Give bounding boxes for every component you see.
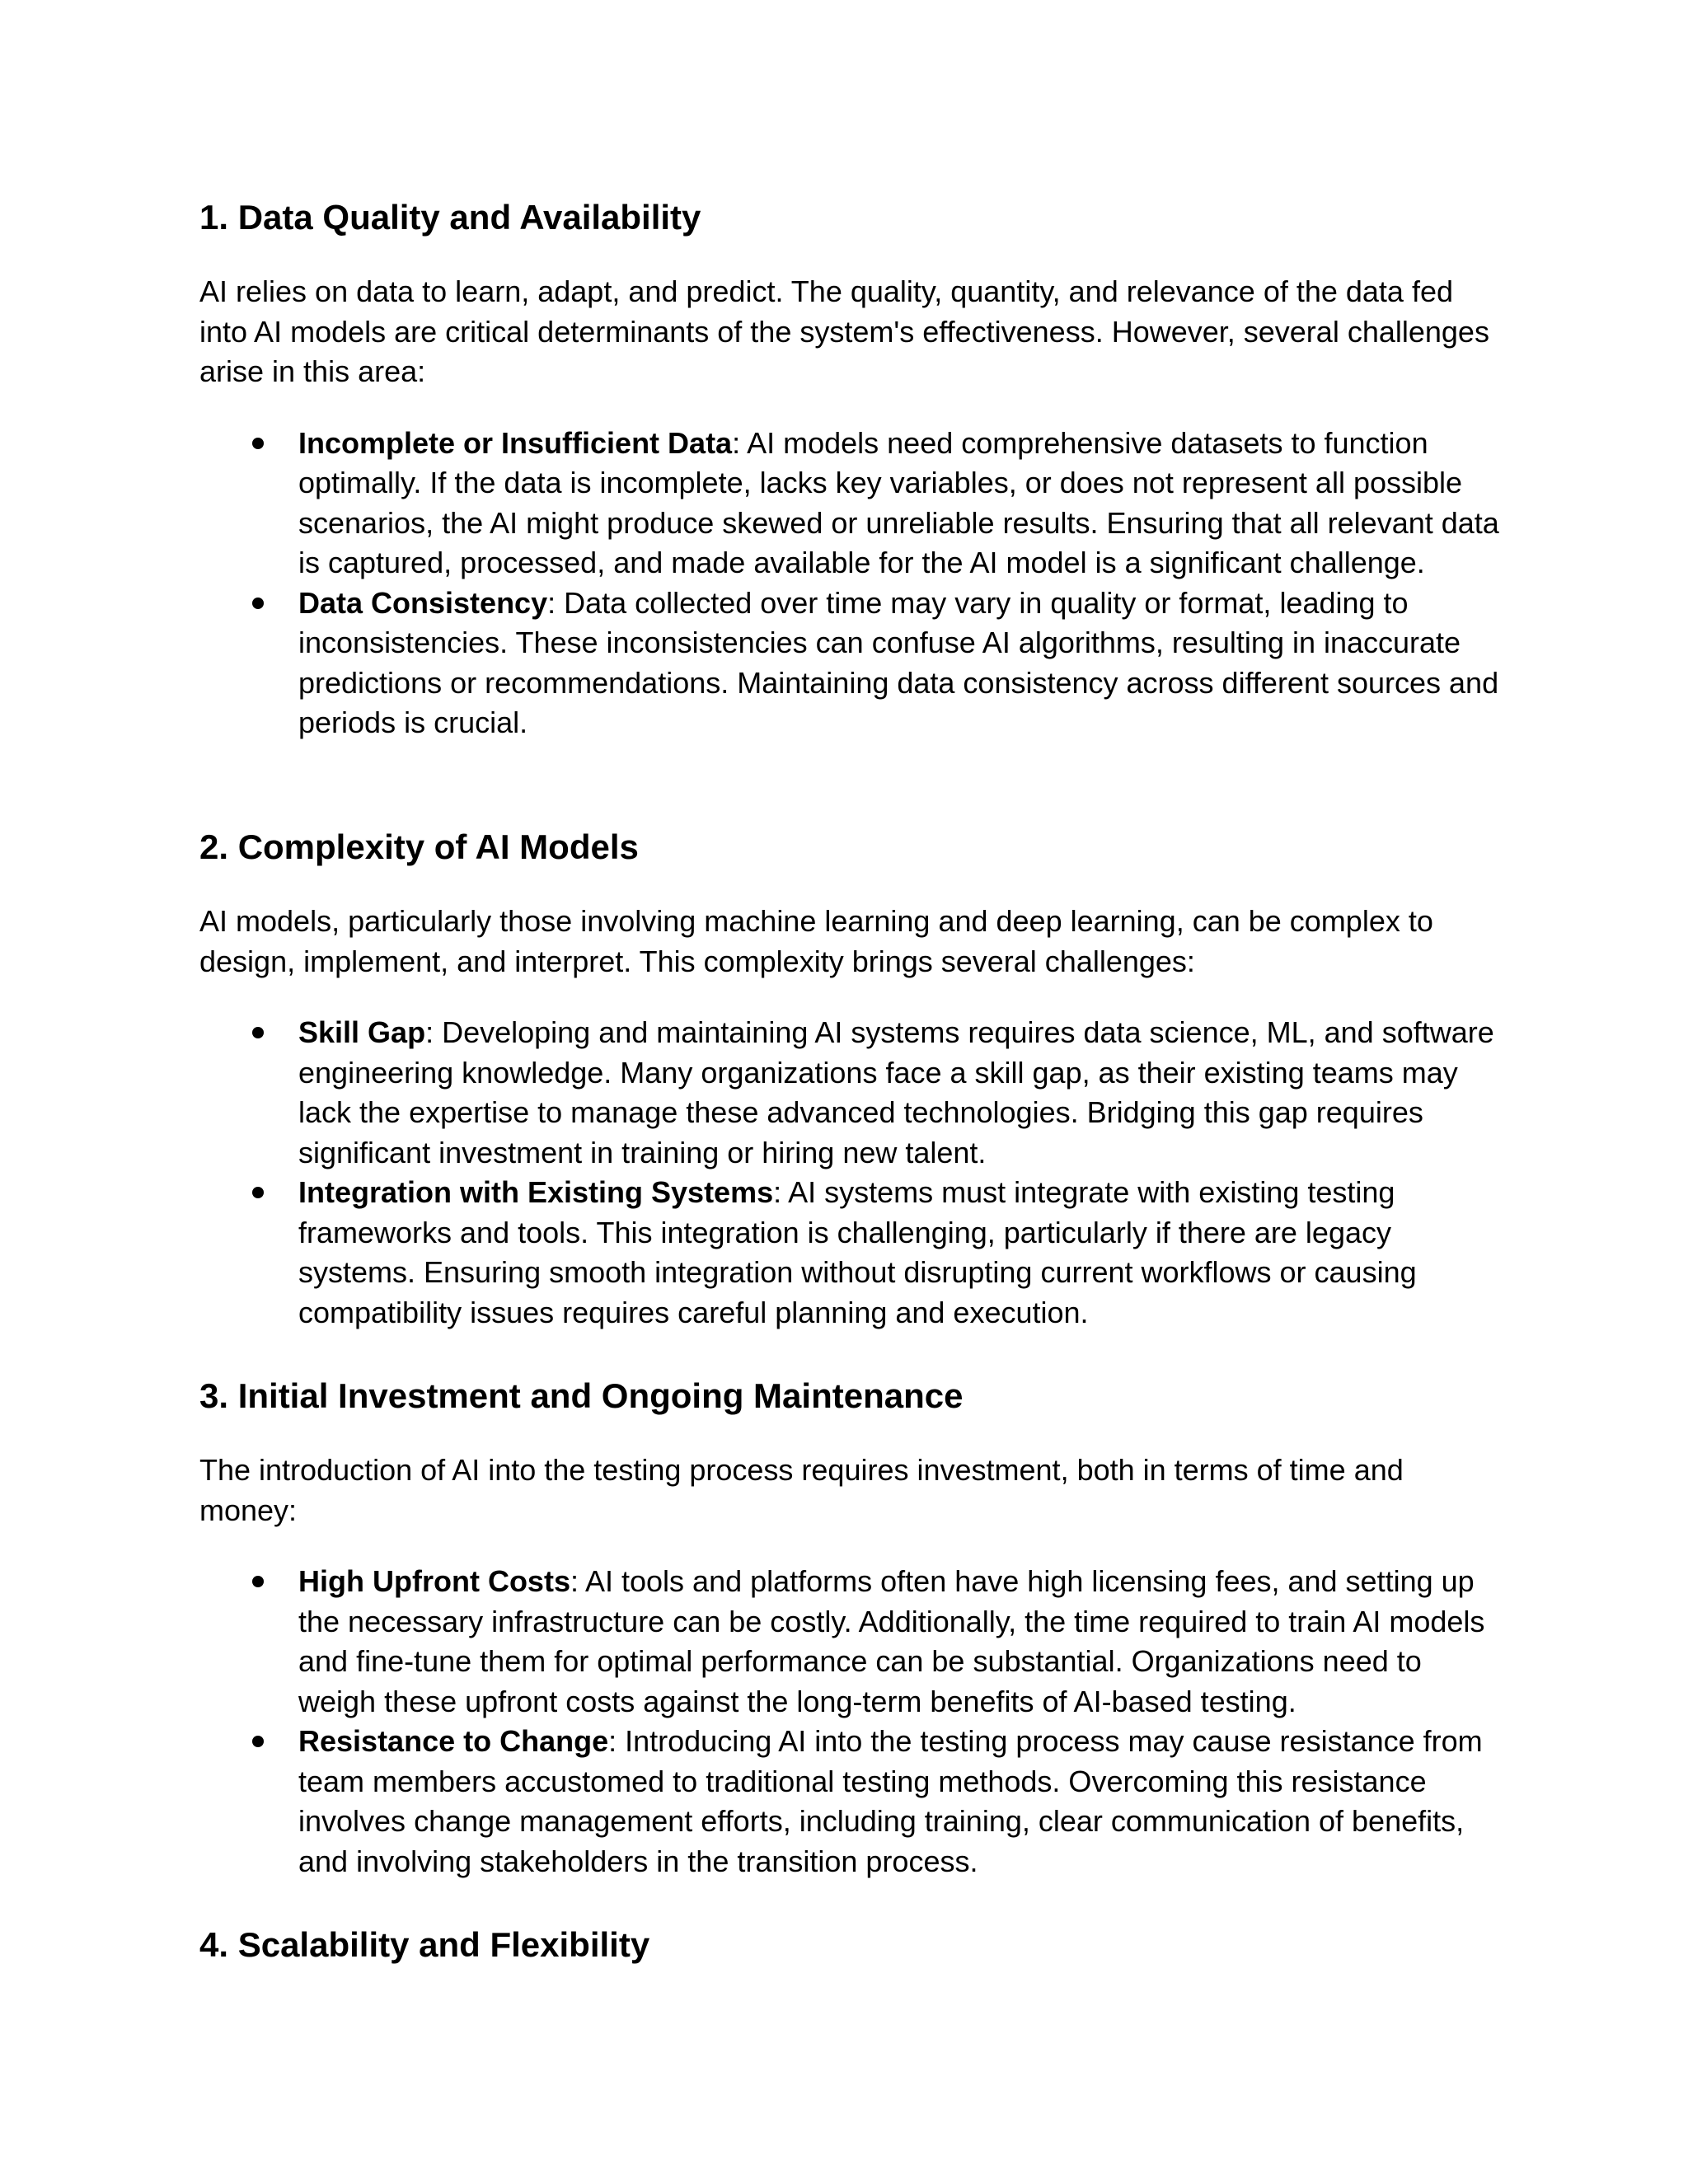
bullet-icon [252, 438, 264, 449]
list-item [199, 583, 1502, 743]
bullet-text: : AI systems must integrate with existing testing frameworks and tools. This integration is challenging, particularly if there are legacy systems. Ensuring smooth integration without disrupting current workflows or causing compatibility issues requires careful planning and execution. [298, 1175, 1417, 1329]
bullet-icon [252, 598, 264, 609]
section-data-quality [199, 194, 1502, 743]
bullet-icon [252, 1187, 264, 1198]
section-heading: 4. Scalability and Flexibility [199, 1925, 650, 1964]
section-heading: 1. Data Quality and Availability [199, 198, 701, 237]
bullet-text: : Developing and maintaining AI systems requires data science, ML, and software engineering knowledge. Many organizations face a skill gap, as their existing teams may lack the expertise to manage these advanced technologies. Bridging this gap requires significant investment in training or hiring new talent. [298, 1015, 1494, 1169]
bullet-term: Resistance to Change [298, 1724, 609, 1758]
list-item [199, 1562, 1502, 1722]
list-item [199, 1173, 1502, 1333]
section-ai-complexity [199, 824, 1502, 1333]
bullet-list [199, 1013, 1502, 1333]
list-item [199, 1013, 1502, 1173]
section-intro: The introduction of AI into the testing process requires investment, both in terms of time and money: [199, 1453, 1404, 1527]
bullet-term: Data Consistency [298, 585, 548, 620]
bullet-term: Skill Gap [298, 1015, 426, 1049]
bullet-text: : AI models need comprehensive datasets to function optimally. If the data is incomplete, lacks key variables, or does not represent all possible scenarios, the AI might produce skewed or unreliable results. Ensuring that all relevant data is captured, processed, and made available for the AI model is a significant challenge. [298, 425, 1499, 579]
section-investment-maintenance [199, 1373, 1502, 1882]
bullet-term: Integration with Existing Systems [298, 1175, 774, 1209]
list-item [199, 424, 1502, 583]
bullet-term: Incomplete or Insufficient Data [298, 425, 733, 460]
bullet-list [199, 424, 1502, 743]
bullet-icon [252, 1576, 264, 1587]
bullet-text: : Introducing AI into the testing process may cause resistance from team members accustomed to traditional testing methods. Overcoming this resistance involves change management efforts, including training, clear communication of benefits, and involving stakeholders in the transition process. [298, 1724, 1483, 1878]
bullet-icon [252, 1736, 264, 1747]
bullet-text: : AI tools and platforms often have high licensing fees, and setting up the necessary infrastructure can be costly. Additionally, the time required to train AI models and fine-tune them for optimal performance can be substantial. Organizations need to weigh these upfront costs against the long-term benefits of AI-based testing. [298, 1564, 1485, 1718]
bullet-list [199, 1562, 1502, 1882]
section-intro: AI relies on data to learn, adapt, and predict. The quality, quantity, and relevance of the data fed into AI models are critical determinants of the system's effectiveness. However, several challenges arise in this area: [199, 274, 1489, 388]
list-item [199, 1722, 1502, 1882]
bullet-text: : Data collected over time may vary in quality or format, leading to inconsistencies. These inconsistencies can confuse AI algorithms, resulting in inaccurate predictions or recommendations. Maintaining data consistency across different sources and periods is crucial. [298, 585, 1499, 739]
section-scalability-flexibility [199, 1922, 1502, 1968]
section-heading: 2. Complexity of AI Models [199, 827, 639, 866]
bullet-term: High Upfront Costs [298, 1564, 570, 1598]
section-intro: AI models, particularly those involving machine learning and deep learning, can be complex to design, implement, and interpret. This complexity brings several challenges: [199, 904, 1433, 978]
section-heading: 3. Initial Investment and Ongoing Maintenance [199, 1376, 964, 1415]
bullet-icon [252, 1027, 264, 1038]
